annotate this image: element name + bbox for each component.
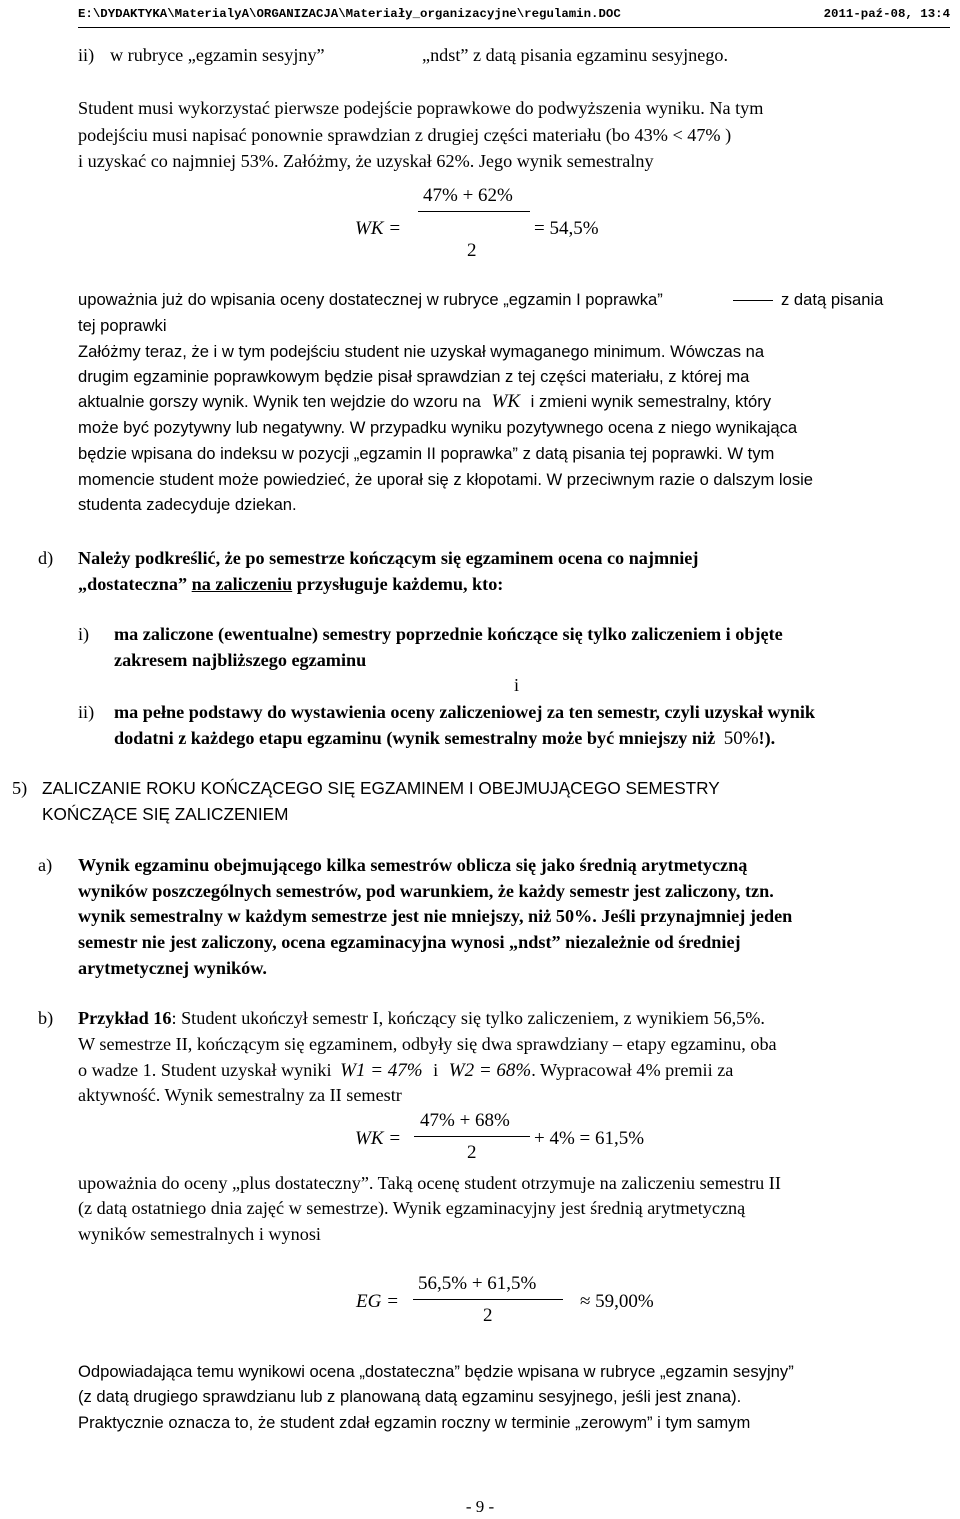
paragraph-line: studenta zadecyduje dziekan. [78, 495, 297, 514]
equation-lhs: WK = [355, 1128, 402, 1149]
paragraph-line: wyników semestralnych i wynosi [78, 1224, 321, 1244]
paragraph-line: drugim egzaminie poprawkowym będzie pisał sprawdzian z tej części materiału, z której ma [78, 367, 750, 386]
file-path: E:\DYDAKTYKA\MaterialyA\ORGANIZACJA\Materiały_organizacyjne\regulamin.DOC [78, 7, 621, 21]
paragraph-line [78, 1007, 765, 1029]
paragraph-line: upoważnia już do wpisania oceny dostatecznej w rubryce „egzamin I poprawka” [78, 290, 663, 309]
list-label: ii) [78, 45, 95, 65]
em-dash [733, 300, 773, 301]
paragraph-line: ma zaliczone (ewentualne) semestry poprzednie kończące się tylko zaliczeniem i objęte [114, 624, 783, 644]
list-item-text: „ndst” z datą pisania egzaminu sesyjnego. [422, 45, 729, 65]
text-run: o wadze 1. Student uzyskał wyniki [78, 1060, 332, 1080]
paragraph-line: (z datą drugiego sprawdzianu lub z planowaną datą egzaminu sesyjnego, jeśli jest znana). [78, 1387, 742, 1406]
text-run: . Wypracował 4% premii za [531, 1060, 734, 1080]
fraction-bar [418, 211, 530, 212]
text-run: i [433, 1060, 439, 1080]
paragraph-line [78, 391, 771, 413]
paragraph-line [114, 727, 775, 750]
equation-numerator: 47% + 68% [420, 1110, 510, 1131]
paragraph-line: podejściu musi napisać ponownie sprawdzian z drugiej części materiału (bo 43% < 47% ) [78, 125, 732, 145]
fraction-bar [414, 1136, 530, 1137]
paragraph-line: wynik semestralny w każdym semestrze jest nie mniejszy, niż 50%. Jeśli przynajmniej jeden [78, 906, 793, 926]
paragraph-line [78, 1059, 733, 1082]
equation-lhs: WK = [355, 218, 402, 239]
text-run: : Student ukończył semestr I, kończący się tylko zaliczeniem, z wynikiem 56,5%. [171, 1008, 765, 1028]
separator-text: i [514, 675, 520, 695]
header-date: 2011-paź-08, 13:4 [823, 7, 950, 21]
list-label: b) [38, 1008, 54, 1028]
math-w1: W1 = 47% [340, 1060, 423, 1081]
fraction-bar [413, 1299, 563, 1300]
underlined-text: na zaliczeniu [191, 574, 293, 594]
page-number: - 9 - [465, 1497, 495, 1516]
paragraph-line: może być pozytywny lub negatywny. W przypadku wyniku pozytywnego ocena z niego wynikająca [78, 418, 798, 437]
equation-rhs: = 54,5% [534, 218, 599, 239]
document-header [78, 5, 950, 28]
paragraph-line: (z datą ostatniego dnia zajęć w semestrze). Wynik egzaminacyjny jest średnią arytmetyczną [78, 1198, 746, 1218]
paragraph-line: Wynik egzaminu obejmującego kilka semestrów oblicza się jako średnią arytmetyczną [78, 855, 748, 875]
equation-rhs: ≈ 59,00% [580, 1291, 654, 1312]
equation-numerator: 47% + 62% [423, 185, 513, 206]
text-run: dodatni z każdego etapu egzaminu (wynik semestralny może być mniejszy niż [114, 728, 716, 748]
text-run: i zmieni wynik semestralny, który [530, 392, 772, 411]
paragraph-line: Odpowiadająca temu wynikowi ocena „dostateczna” będzie wpisana w rubryce „egzamin sesyjny” [78, 1362, 794, 1381]
text-run: „dostateczna” [78, 574, 188, 594]
paragraph-line: Praktycznie oznacza to, że student zdał egzamin roczny w terminie „zerowym” i tym samym [78, 1413, 751, 1432]
equation-lhs: EG = [356, 1291, 399, 1312]
text-run: !). [758, 728, 776, 748]
paragraph-line: i uzyskać co najmniej 53%. Załóżmy, że uzyskał 62%. Jego wynik semestralny [78, 151, 654, 171]
paragraph-line: aktywność. Wynik semestralny za II semestr [78, 1085, 402, 1105]
paragraph-line [78, 573, 503, 595]
equation-numerator: 56,5% + 61,5% [418, 1273, 537, 1294]
list-label: d) [38, 548, 54, 568]
paragraph-line: momencie student może powiedzieć, że uporał się z kłopotami. W przeciwnym razie o dalszym losie [78, 470, 814, 489]
list-label: i) [78, 624, 90, 644]
math-w2: W2 = 68% [448, 1060, 532, 1081]
text-run: przysługuje każdemu, kto: [296, 574, 504, 594]
paragraph-line: zakresem najbliższego egzaminu [114, 650, 367, 670]
example-label: Przykład 16 [78, 1008, 172, 1028]
paragraph-line: upoważnia do oceny „plus dostateczny”. Taką ocenę student otrzymuje na zaliczeniu semestru II [78, 1173, 781, 1193]
equation-denominator: 2 [467, 1142, 477, 1163]
equation-rhs: + 4% = 61,5% [534, 1128, 645, 1149]
equation-denominator: 2 [467, 240, 477, 261]
paragraph-line: Załóżmy teraz, że i w tym podejściu student nie uzyskał wymaganego minimum. Wówczas na [78, 342, 765, 361]
paragraph-line: arytmetycznej wyników. [78, 958, 267, 978]
list-label: a) [38, 855, 53, 875]
paragraph-line: tej poprawki [78, 316, 167, 335]
paragraph-line: z datą pisania [781, 290, 884, 309]
paragraph-line: ma pełne podstawy do wystawienia oceny zaliczeniowej za ten semestr, czyli uzyskał wynik [114, 702, 816, 722]
paragraph-line: W semestrze II, kończącym się egzaminem, odbyły się dwa sprawdziany – etapy egzaminu, oba [78, 1034, 777, 1054]
paragraph-line: wyników poszczególnych semestrów, pod warunkiem, że każdy semestr jest zaliczony, tzn. [78, 881, 774, 901]
math-wk: WK [491, 391, 521, 412]
list-label: ii) [78, 702, 95, 722]
equation-denominator: 2 [483, 1305, 493, 1326]
section-heading: ZALICZANIE ROKU KOŃCZĄCEGO SIĘ EGZAMINEM I OBEJMUJĄCEGO SEMESTRY [42, 778, 720, 798]
paragraph-line: będzie wpisana do indeksu w pozycji „egzamin II poprawka” z datą pisania tej poprawki. W tym [78, 444, 775, 463]
paragraph-line: semestr nie jest zaliczony, ocena egzaminacyjna wynosi „ndst” niezależnie od średniej [78, 932, 741, 952]
text-run: aktualnie gorszy wynik. Wynik ten wejdzie do wzoru na [78, 392, 481, 411]
paragraph-line: Należy podkreślić, że po semestrze kończącym się egzaminem ocena co najmniej [78, 548, 699, 568]
list-item-text: w rubryce „egzamin sesyjny” [110, 45, 325, 65]
section-number: 5) [12, 778, 28, 798]
paragraph-line: Student musi wykorzystać pierwsze podejście poprawkowe do podwyższenia wyniku. Na tym [78, 98, 764, 118]
section-heading: KOŃCZĄCE SIĘ ZALICZENIEM [42, 804, 289, 824]
math-value: 50% [723, 728, 759, 749]
